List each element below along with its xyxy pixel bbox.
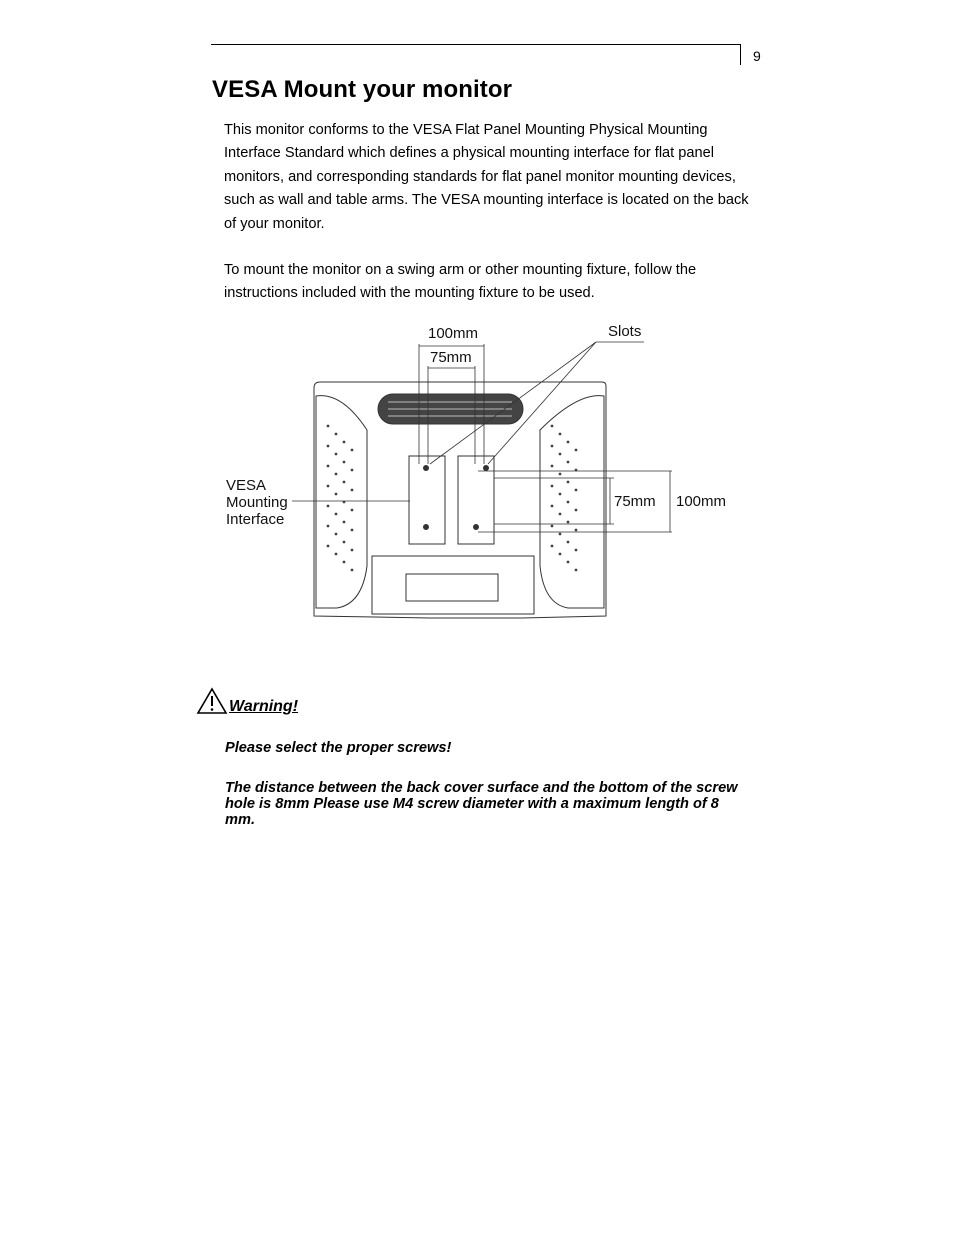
grille-left xyxy=(320,411,360,581)
page-number: 9 xyxy=(753,48,761,64)
label-side-inner: 75mm xyxy=(614,493,656,510)
header-tick xyxy=(740,44,741,65)
label-top-inner: 75mm xyxy=(430,349,472,366)
warning-triangle-icon xyxy=(196,687,228,715)
vesa-diagram xyxy=(222,316,732,636)
warning-note-distance: The distance between the back cover surface and the bottom of the screw hole is 8mm Please use M4 screw diameter with a maximum length of 8 mm. xyxy=(225,780,738,828)
label-top-outer: 100mm xyxy=(428,325,479,342)
intro-paragraph: This monitor conforms to the VESA Flat Panel Mounting Physical Mounting Interface Standard which defines a physical mounting interface for flat panel monitors, and corresponding standards for flat panel monitor mounting devices, such as wall and table arms. The VESA mounting interface is located on the back of your monitor. xyxy=(224,122,749,232)
monitor-back xyxy=(314,382,606,618)
warning-note-screws: Please select the proper screws! xyxy=(225,740,452,756)
label-side-outer: 100mm xyxy=(676,493,727,510)
section-title: VESA Mount your monitor xyxy=(212,76,513,103)
instructions-paragraph: To mount the monitor on a swing arm or other mounting fixture, follow the instructions included with the mounting fixture to be used. xyxy=(224,262,697,302)
warning-title: Warning! xyxy=(229,698,299,715)
label-vesa-3: Interface xyxy=(226,511,285,528)
label-vesa-1: VESA xyxy=(226,477,267,494)
header-rule xyxy=(211,44,741,45)
label-slots: Slots xyxy=(608,323,642,340)
label-vesa-2: Mounting xyxy=(226,494,288,511)
